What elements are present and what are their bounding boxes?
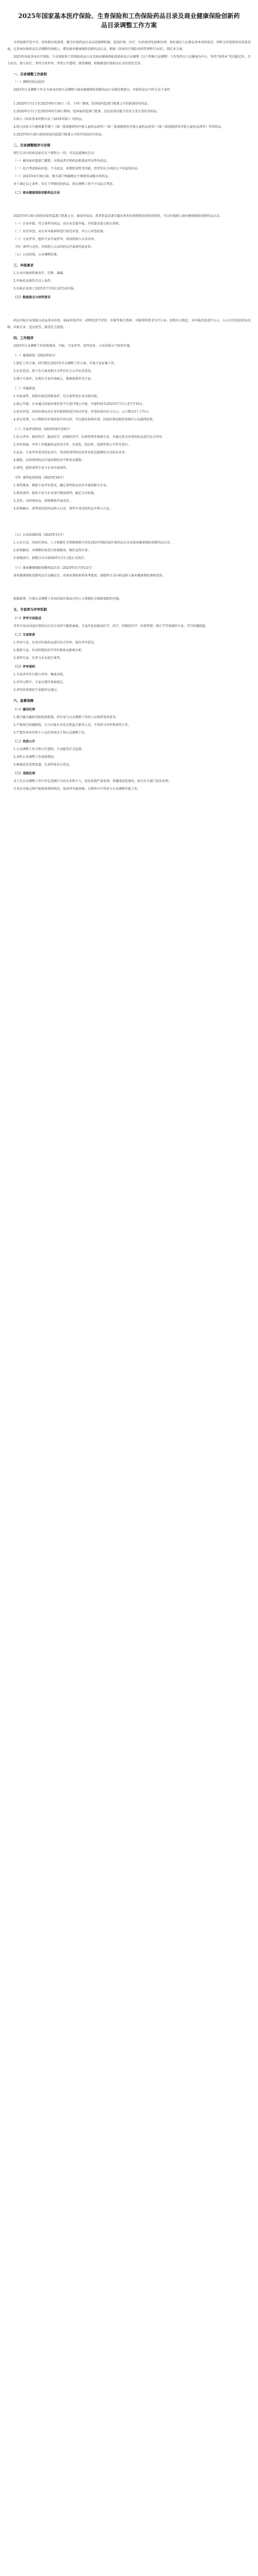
paragraph: 3.畅通意见反馈渠道，认真听取各方意见。: [13, 763, 72, 767]
paragraph: 2.现场谈判。组织专家与企业进行现场谈判，确定支付标准。: [13, 492, 97, 495]
paragraph: 根据部署，医保目录调整工作由国家医保局会同人力资源社会保障部组织实施。: [13, 597, 122, 601]
spacer: [7, 302, 251, 317]
paragraph: 3.申报企业需于2025年7月10日前完成申报。: [13, 287, 77, 291]
document-page: [0, 0, 258, 809]
paragraph: （二）综合考虑临床价值、不良反应、药物经济性等因素，经评估认为风险大于收益的药品。: [13, 167, 141, 171]
paragraph: 3.评审结果须经专家组审议通过。: [13, 688, 60, 692]
paragraph: 1.企业申报材料须真实、完整、准确。: [13, 272, 66, 275]
paragraph: 4.结果确认。谈判成功的药品纳入目录，谈判不成功的药品不纳入目录。: [13, 507, 112, 511]
paragraph: 2.评审依据。评审工作根据药品的安全性、有效性、经济性、创新性和公平性等进行。: [13, 443, 131, 447]
paragraph: 2.征求意见。将工作方案及相关文件向社会公开征求意见。: [13, 369, 94, 373]
subsection-heading: （六）商业健康保险创新药品目录（2025年11月至12月）: [13, 566, 94, 570]
paragraph: 对于满足以上条件、存在下列情况的药品，将在调整工作中予以综合考虑。: [13, 182, 116, 186]
paragraph: 对于在目录调整工作中存在违规行为的企业和个人，依法依规严肃处理，涉嫌违法犯罪的，移交有关部门依法处理。: [13, 779, 172, 783]
subsection-heading: （一）廉洁纪律: [13, 708, 36, 711]
paragraph: 商业健康保险创新药品目录确定后，由商业保险机构参考使用，鼓励将目录内药品纳入商业健康保险保障范围。: [13, 574, 166, 578]
paragraph: 2025年目录调整工作按照准备、申报、专家评审、谈判竞价、公布结果五个阶段实施。: [13, 344, 133, 348]
paragraph: 2025年国家基本医疗保险、生育保险和工伤保险药品目录及商业健康保险创新药品目录调整（以下简称目录调整）工作坚持以人民健康为中心，坚持“保基本”的功能定位，尽力而为、量力而行，坚持专家评审，坚持公开透明，统筹兼顾，积极推进医保药品目录的优化完善。: [7, 55, 251, 65]
section-heading: 三、申报要求: [13, 263, 34, 267]
paragraph: 1.申报条件。按照申报范围和条件，符合条件的企业自愿申报。: [13, 395, 100, 398]
paragraph: （二）形式审查。对企业申报材料进行形式审查，并公示审查结果。: [13, 230, 107, 233]
paragraph: 1.评审专家。负责对申报药品进行综合评审，提出评审意见。: [13, 641, 97, 645]
subsection-heading: （五）公布结果阶段（2025年11月）: [13, 533, 66, 537]
subsection-heading: （二）申报阶段: [13, 387, 36, 391]
subsection-heading: （二）专家职责: [13, 633, 36, 637]
paragraph: 药品申报企业须提交药品基本信息、临床价值评价、药物经济学评价、价格等相关资料，申报资料要求另行公布。按照有关规定，对申报信息进行公示，公示内容包括药品名称、申报企业、适应症等，接受社会监督。: [7, 319, 251, 329]
section-heading: 二、目录调整程序与安排: [13, 143, 51, 147]
paragraph: （一）调整的药品范围: [13, 80, 45, 84]
paragraph: 2.及时公布调整工作进展情况。: [13, 755, 57, 759]
section-heading: 五、专家库与评审机制: [13, 607, 47, 612]
subsection-heading: （三）专家评审阶段（2025年8月至9月）: [13, 428, 72, 431]
subsection-heading: （一）评审专家组成: [13, 617, 42, 620]
paragraph: 1.综合评审。组织药学、临床医学、药物经济学、医保管理等领域专家，对通过形式审查的药品进行综合评审。: [13, 435, 165, 439]
paragraph: 3.谈判专家。负责与企业进行谈判。: [13, 656, 63, 660]
paragraph: 1.2020年1月1日至2025年6月30日（含，下同）期间，经国家药监部门批准上市的新通用名药品。: [13, 102, 151, 106]
paragraph: 评审专家从国家医保药品目录专家库中随机抽取，专家库包括临床医学、药学、药物经济学、医保管理、统计学等领域的专家，实行回避制度。: [13, 624, 209, 628]
paragraph: 1.专家评审实行独立评审、集体决策。: [13, 673, 66, 676]
paragraph: 2.严格执行回避制度，凡与申报企业存在利益关系的人员，不得参与评审和谈判工作。: [13, 723, 131, 727]
paragraph: 3.形式审查。国家医保局对企业申报材料进行形式审查，审查结果向社会公示，公示期为5个工作日。: [13, 410, 152, 414]
paragraph: 4.纳入国家卫生健康委等部门《第一批鼓励研发申报儿童药品清单》《第二批鼓励研发申报儿童药品清单》《第三批鼓励研发申报儿童药品清单》等的药品。: [13, 125, 224, 129]
spacer: [7, 94, 251, 100]
paragraph: （五）公布结果。公布调整结果。: [13, 253, 60, 257]
paragraph: 1.建立健全廉政风险防控机制，所有参与目录调整工作的人员须签署承诺书。: [13, 716, 119, 719]
paragraph: （一）被国家药监部门撤销、吊销或者注销药品批准证明文件的药品；: [13, 159, 110, 163]
paragraph: 4.异议处理。公示期间对审查结果有异议的，可以提出复核申请，国家医保局组织复核后公布最终结果。: [13, 418, 156, 421]
spacer: [7, 197, 251, 213]
paragraph: （一）企业申报。符合条件的药品，由企业自愿申报，并按要求提交相关资料。: [13, 222, 122, 226]
paragraph: 1.目录调整工作全程公开透明，主动接受社会监督。: [13, 748, 85, 751]
paragraph: （三）专家评审。组织专家开展评审，形成拟纳入目录名单。: [13, 238, 98, 241]
section-heading: 四、工作程序: [13, 336, 34, 340]
document-body: [7, 39, 251, 792]
paragraph: 3.建立专家库。在现有专家库基础上，根据需要补充专家。: [13, 377, 94, 381]
spacer: [7, 513, 251, 529]
paragraph: 2.测算专家。负责药物经济学评价和基金影响分析。: [13, 649, 85, 652]
subsection-heading: （四）谈判竞价阶段（2025年10月）: [13, 476, 66, 480]
paragraph: 3.严禁任何单位和个人以任何形式干预目录调整工作。: [13, 731, 88, 735]
paragraph: 1.公布目录。国家医保局、人力资源社会保障部联合印发2025年版国家医保药品目录及商业健康保险创新药品目录。: [13, 541, 173, 545]
paragraph: 2025年6月30日前经国家药监部门批准上市，临床价值高、患者获益显著且超出基本医保保障范围的创新药，可以申报纳入商业健康保险创新药品目录。: [13, 214, 222, 218]
document-title: 2025年国家基本医疗保险、生育保险和工伤保险药品目录及商业健康保险创新药品目录调整工作方案: [18, 12, 240, 29]
paragraph: 2.线上申报。企业通过国家医保信息平台进行线上申报，申报时间为2025年7月1日至7月10日。: [13, 402, 146, 406]
subsection-heading: （一）准备阶段（2025年6月）: [13, 354, 58, 358]
paragraph: 为贯彻落实党中央、国务院决策部署，健全医保药品目录动态调整机制，促进医保、医疗、医药协同发展和治理，更好满足人民群众基本用药需求，同时支持创新药高质量发展，在基本医保药品目录调整的基础上，增设商业健康保险创新药品目录，根据《基本医疗保险用药管理暂行办法》，制定本方案。: [7, 41, 251, 51]
subsection-heading: （三）评审规则: [13, 665, 36, 669]
paragraph: 1.制定工作方案。研究制定2025年目录调整工作方案，开展专家征集工作。: [13, 362, 117, 365]
paragraph: 3.论证。专家评审意见经论证后，形成拟谈判药品名单及拟直接调出目录药品名单。: [13, 451, 128, 454]
section-heading: 一、目录调整工作原则: [13, 72, 47, 76]
paragraph: 2.评审过程中，专家应遵守保密规定。: [13, 681, 66, 684]
paragraph: 现行目录内的药品如有以下情形之一的，可以直接调出目录：: [13, 151, 98, 155]
paragraph: 3.纳入《国家基本药物目录（2018年版）》的药品。: [13, 117, 85, 121]
paragraph: 企业在申报过程中提供虚假材料的，取消其申报资格，且两年内不得参与目录调整申报工作。: [13, 787, 141, 791]
paragraph: 4.测算。对拟谈判药品开展药物经济学和基金测算。: [13, 459, 85, 462]
subsection-heading: （三）数据提交与材料要求: [13, 296, 51, 299]
paragraph: 3.竞价。对同类药品，按照规则开展竞价。: [13, 499, 72, 503]
paragraph: 2.申报药品须符合以上条件。: [13, 279, 54, 283]
section-heading: 六、监督保障: [13, 699, 34, 703]
subsection-heading: （三）违规处理: [13, 772, 36, 775]
paragraph: 3.落地执行。新版目录自2026年1月1日起正式执行。: [13, 556, 87, 560]
subsection-heading: （二）信息公开: [13, 740, 36, 743]
paragraph: （三）2025年6月30日前，相关部门明确规定不再使用或撤市的药品。: [13, 175, 111, 178]
paragraph: 2.政策解读。对调整结果进行政策解读，做好宣传引导。: [13, 549, 91, 552]
paragraph: 1.谈判准备。根据专家评审意见，确定谈判药品名单并通知相关企业。: [13, 484, 109, 487]
spacer: [7, 580, 251, 596]
subsection-heading: （二）商业健康保险创新药品目录: [13, 191, 60, 195]
paragraph: （四）谈判与竞价。对拟纳入目录的药品开展谈判或竞价。: [13, 245, 94, 249]
paragraph: 5.谈判。组织谈判专家与企业开展谈判。: [13, 466, 69, 470]
paragraph: 5.2025年6月30日前经国家药监部门批准上市的罕见病治疗药品。: [13, 133, 105, 137]
paragraph: 2025年目录调整工作分为基本医保目录调整与商业健康保险创新药品目录制定两部分，申报药品应当符合以下条件：: [13, 88, 173, 92]
paragraph: 2.2020年1月1日至2025年6月30日期间，经国家药监部门批准，适应症或功能主治发生重大变化的药品。: [13, 110, 160, 113]
